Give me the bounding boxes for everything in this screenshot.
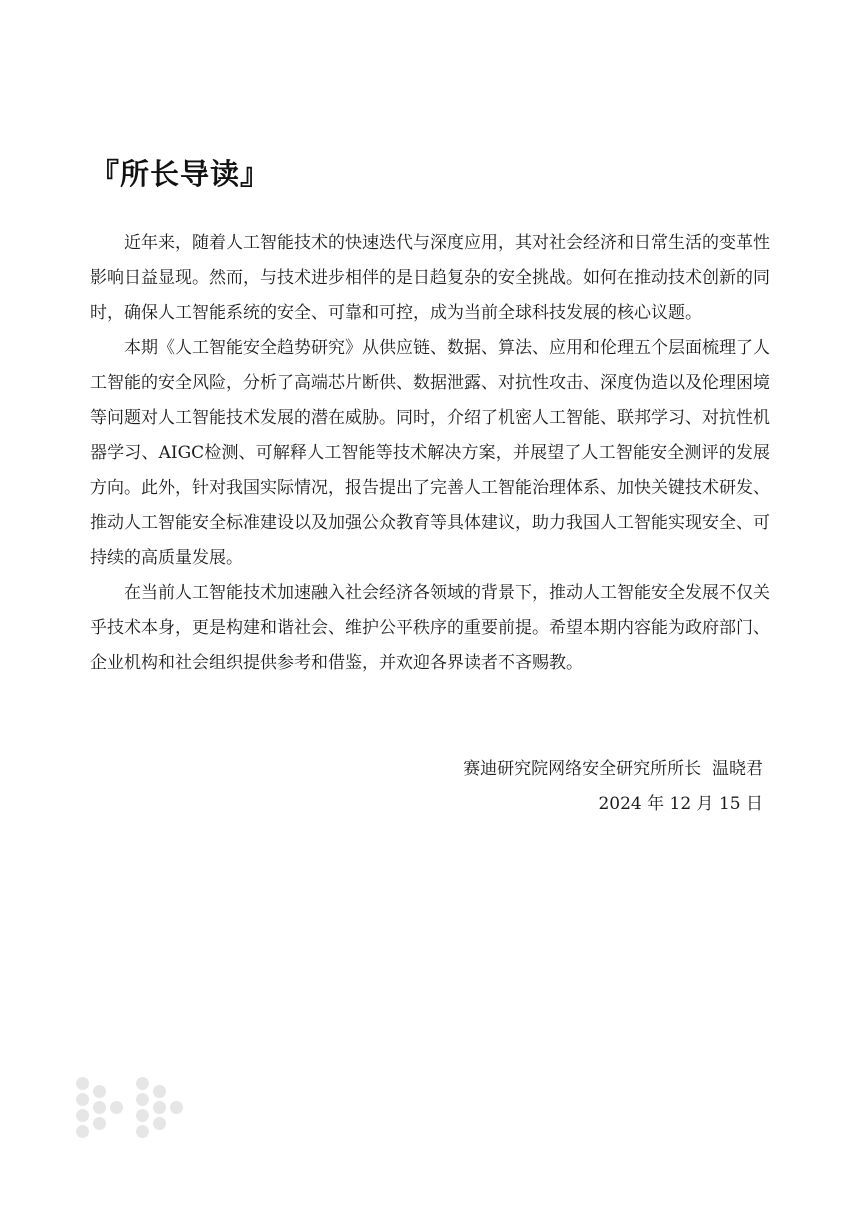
dot-icon xyxy=(93,1085,106,1098)
signature-author: 赛迪研究院网络安全研究所所长 温晓君 xyxy=(463,759,763,779)
dot-icon xyxy=(76,1093,89,1106)
paragraph-intro: 近年来，随着人工智能技术的快速迭代与深度应用，其对社会经济和日常生活的变革性影响日益显现。然而，与技术进步相伴的是日趋复杂的安全挑战。如何在推动技术创新的同时，确保人工智能系统的安全、可靠和可控，成为当前全球科技发展的核心议题。 xyxy=(90,233,770,323)
dot-icon xyxy=(93,1117,106,1130)
dot-icon xyxy=(76,1125,89,1138)
dot-icon xyxy=(153,1117,166,1130)
signature-date: 2024 年 12 月 15 日 xyxy=(598,794,763,814)
dot-icon xyxy=(136,1109,149,1122)
dot-icon xyxy=(110,1101,123,1114)
foreword-body xyxy=(90,226,770,681)
dot-icon xyxy=(76,1077,89,1090)
dot-icon xyxy=(153,1101,166,1114)
dot-icon xyxy=(76,1109,89,1122)
dot-icon xyxy=(136,1093,149,1106)
paragraph-closing: 在当前人工智能技术加速融入社会经济各领域的背景下，推动人工智能安全发展不仅关乎技术本身，更是构建和谐社会、维护公平秩序的重要前提。希望本期内容能为政府部门、企业机构和社会组织提供参考和借鉴，并欢迎各界读者不吝赐教。 xyxy=(90,583,770,673)
dot-icon xyxy=(170,1101,183,1114)
page-title: 『所长导读』 xyxy=(90,157,271,191)
dot-icon xyxy=(93,1101,106,1114)
signature-block xyxy=(463,752,763,822)
dot-icon xyxy=(136,1077,149,1090)
dot-icon xyxy=(136,1125,149,1138)
decorative-dot-pattern-icon xyxy=(73,1074,193,1144)
dot-icon xyxy=(153,1085,166,1098)
paragraph-summary: 本期《人工智能安全趋势研究》从供应链、数据、算法、应用和伦理五个层面梳理了人工智能的安全风险，分析了高端芯片断供、数据泄露、对抗性攻击、深度伪造以及伦理困境等问题对人工智能技术发展的潜在威胁。同时，介绍了机密人工智能、联邦学习、对抗性机器学习、AIGC检测、可解释人工智能等技术解决方案，并展望了人工智能安全测评的发展方向。此外，针对我国实际情况，报告提出了完善人工智能治理体系、加快关键技术研发、推动人工智能安全标准建设以及加强公众教育等具体建议，助力我国人工智能实现安全、可持续的高质量发展。 xyxy=(90,338,770,568)
